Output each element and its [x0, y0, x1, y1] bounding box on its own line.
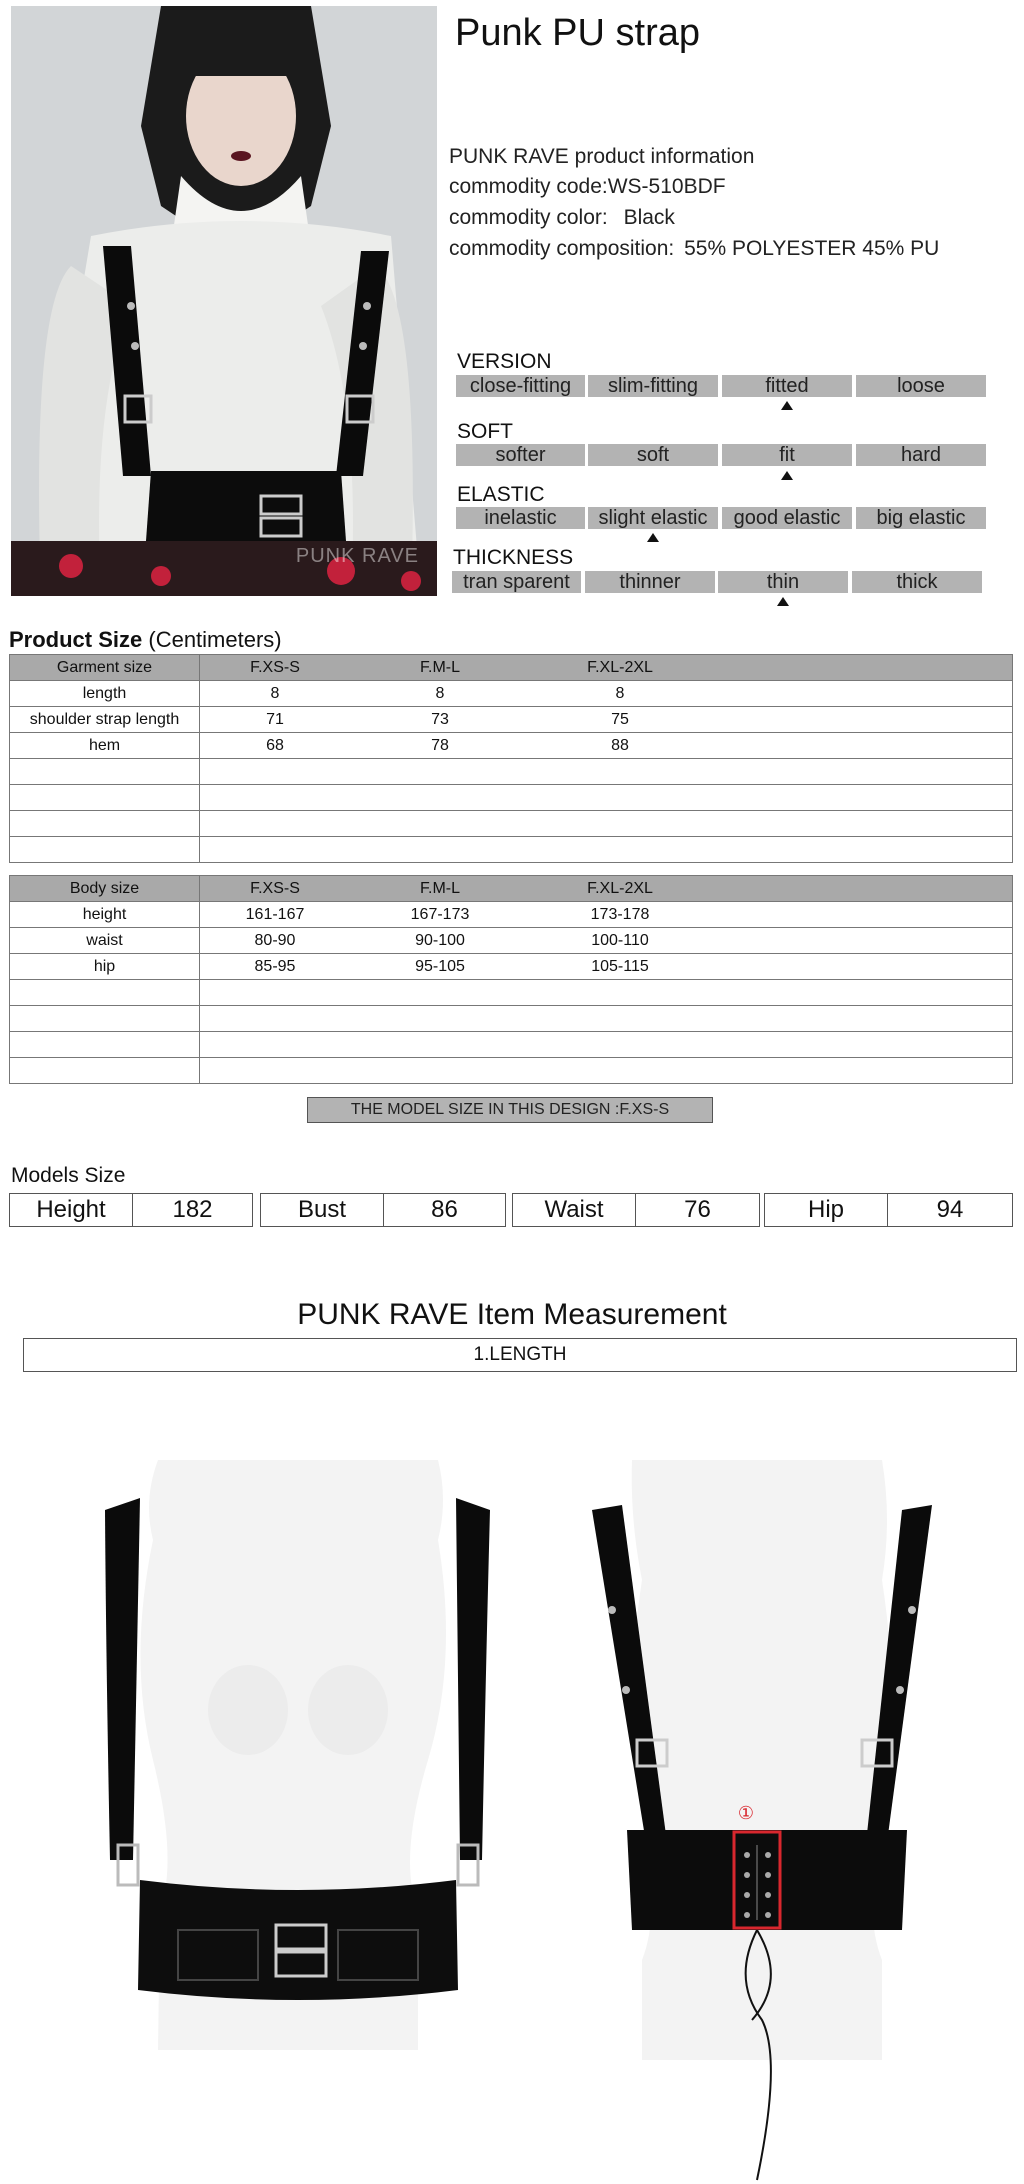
models-size-title: Models Size: [11, 1164, 126, 1187]
table-row: [10, 785, 1013, 811]
row-values: [200, 1032, 1013, 1058]
size-cell: 95-105: [415, 957, 465, 975]
size-cell: 161-167: [245, 905, 305, 923]
size-cell: 105-115: [591, 957, 649, 975]
size-cell: 73: [431, 710, 449, 728]
measurement-item: 1.LENGTH: [23, 1338, 1017, 1372]
size-cell: F.XL-2XL: [587, 879, 653, 897]
table-row: [10, 1006, 1013, 1032]
model-measure-value: 182: [133, 1193, 253, 1227]
table-row: [10, 733, 1013, 759]
size-cell: 173-178: [590, 905, 650, 923]
body-size-table: [9, 875, 1013, 1084]
row-label: shoulder strap length: [10, 707, 200, 733]
table-row: [10, 902, 1013, 928]
row-label: [10, 759, 200, 785]
info-code: [449, 175, 726, 199]
model-measure-label: Bust: [260, 1193, 384, 1227]
product-back-image: [582, 1460, 942, 2184]
row-label: [10, 837, 200, 863]
thickness-option-0: tran sparent: [452, 571, 581, 593]
soft-selected-marker: [781, 471, 793, 480]
row-values: [200, 928, 1013, 954]
row-label: [10, 1006, 200, 1032]
model-size-note: THE MODEL SIZE IN THIS DESIGN :F.XS-S: [307, 1097, 713, 1123]
elastic-option-1: slight elastic: [588, 507, 718, 529]
row-label: height: [10, 902, 200, 928]
info-heading: PUNK RAVE product information: [449, 145, 755, 168]
product-size-table: [9, 654, 1013, 863]
soft-option-3: hard: [856, 444, 986, 466]
size-cell: 90-100: [415, 931, 465, 949]
size-cell: F.XS-S: [250, 879, 300, 897]
size-cell: 80-90: [254, 931, 296, 949]
row-values: [200, 1006, 1013, 1032]
info-color: [449, 206, 675, 230]
thickness-option-3: thick: [852, 571, 982, 593]
composition-value: 55% POLYESTER 45% PU: [684, 237, 940, 260]
elastic-label: ELASTIC: [457, 483, 545, 506]
size-cell: 8: [615, 684, 625, 702]
table-row: [10, 837, 1013, 863]
row-values: [200, 733, 1013, 759]
code-value: WS-510BDF: [607, 175, 726, 198]
thickness-label: THICKNESS: [453, 546, 574, 569]
size-cell: F.XL-2XL: [587, 658, 653, 676]
elastic-option-3: big elastic: [856, 507, 986, 529]
row-values: [200, 902, 1013, 928]
color-label: commodity color:: [449, 206, 608, 229]
size-cell: 75: [611, 710, 629, 728]
size-cell: 78: [431, 736, 449, 754]
table-row: [10, 1032, 1013, 1058]
size-cell: 8: [435, 684, 445, 702]
row-values: [200, 707, 1013, 733]
measurement-title: PUNK RAVE Item Measurement: [297, 1298, 727, 1331]
version-option-0: close-fitting: [456, 375, 585, 397]
size-cell: F.XS-S: [250, 658, 300, 676]
row-label: length: [10, 681, 200, 707]
size-cell: 167-173: [410, 905, 470, 923]
size-cell: 85-95: [254, 957, 296, 975]
product-size-unit: (Centimeters): [148, 627, 282, 652]
row-label: hem: [10, 733, 200, 759]
row-label: [10, 1032, 200, 1058]
row-label: [10, 980, 200, 1006]
size-cell: 8: [270, 684, 280, 702]
table-row: [10, 954, 1013, 980]
code-label: commodity code:: [449, 175, 608, 198]
table-row: [10, 980, 1013, 1006]
soft-option-2: fit: [722, 444, 852, 466]
thickness-option-1: thinner: [585, 571, 715, 593]
product-model-photo: [11, 6, 437, 596]
elastic-option-2: good elastic: [722, 507, 852, 529]
row-values: [200, 681, 1013, 707]
product-size-title: [9, 627, 282, 653]
version-option-3: loose: [856, 375, 986, 397]
row-label: [10, 1058, 200, 1084]
row-values: [200, 759, 1013, 785]
table-header: [10, 655, 1013, 681]
model-measure-label: Waist: [512, 1193, 636, 1227]
elastic-selected-marker: [647, 533, 659, 542]
table-row: [10, 707, 1013, 733]
model-measure-value: 86: [384, 1193, 506, 1227]
model-measure-label: Hip: [764, 1193, 888, 1227]
model-measure-label: Height: [9, 1193, 133, 1227]
model-measure-value: 94: [888, 1193, 1013, 1227]
row-values: [200, 954, 1013, 980]
row-values: [200, 876, 1013, 902]
table-row: [10, 681, 1013, 707]
model-measure-value: 76: [636, 1193, 760, 1227]
table-header: [10, 876, 1013, 902]
size-cell: F.M-L: [420, 879, 460, 897]
version-label: VERSION: [457, 350, 552, 373]
thickness-selected-marker: [777, 597, 789, 606]
product-size-heading: Product Size: [9, 627, 143, 652]
row-label: hip: [10, 954, 200, 980]
soft-option-1: soft: [588, 444, 718, 466]
table-row: [10, 928, 1013, 954]
row-values: [200, 655, 1013, 681]
version-option-2: fitted: [722, 375, 852, 397]
watermark: PUNK RAVE: [295, 545, 419, 567]
table-row: [10, 759, 1013, 785]
row-label: waist: [10, 928, 200, 954]
row-label: [10, 811, 200, 837]
measurement-marker: ①: [737, 1803, 755, 1823]
row-values: [200, 1058, 1013, 1084]
version-option-1: slim-fitting: [588, 375, 718, 397]
table-row: [10, 1058, 1013, 1084]
row-values: [200, 980, 1013, 1006]
thickness-option-2: thin: [718, 571, 848, 593]
row-label: [10, 785, 200, 811]
size-cell: 71: [266, 710, 284, 728]
size-cell: 100-110: [591, 931, 649, 949]
soft-option-0: softer: [456, 444, 585, 466]
row-values: [200, 785, 1013, 811]
size-cell: 68: [266, 736, 284, 754]
table-row: [10, 811, 1013, 837]
row-values: [200, 837, 1013, 863]
elastic-option-0: inelastic: [456, 507, 585, 529]
soft-label: SOFT: [457, 420, 513, 443]
version-selected-marker: [781, 401, 793, 410]
size-cell: 88: [611, 736, 629, 754]
product-front-image: [98, 1460, 494, 2060]
info-composition: [449, 237, 939, 261]
size-cell: F.M-L: [420, 658, 460, 676]
row-values: [200, 811, 1013, 837]
row-label: Garment size: [10, 655, 200, 681]
composition-label: commodity composition:: [449, 237, 675, 260]
color-value: Black: [623, 206, 675, 229]
row-label: Body size: [10, 876, 200, 902]
product-title: Punk PU strap: [455, 12, 700, 54]
